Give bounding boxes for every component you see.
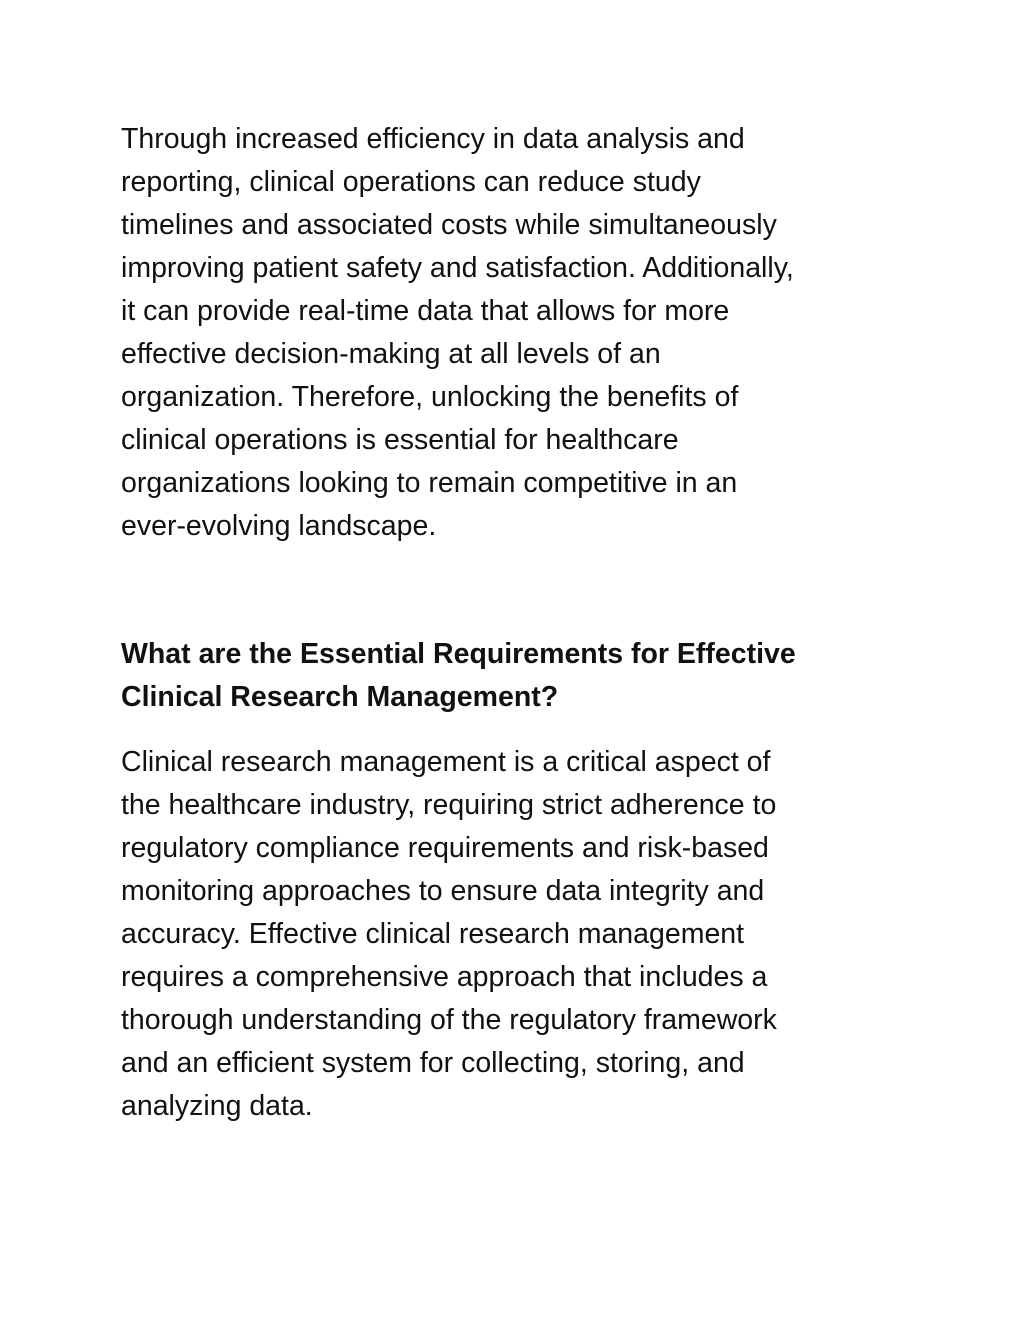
- text-line: the healthcare industry, requiring strict adherence to: [121, 789, 777, 821]
- text-line: Clinical research management is a critical aspect of: [121, 746, 771, 778]
- body-paragraph: [121, 741, 911, 1128]
- heading-line: Clinical Research Management?: [121, 681, 559, 713]
- section-heading: [121, 633, 911, 719]
- text-line: accuracy. Effective clinical research management: [121, 918, 745, 950]
- text-line: monitoring approaches to ensure data integrity and: [121, 875, 765, 907]
- text-line: reporting, clinical operations can reduce study: [121, 166, 701, 198]
- text-line: analyzing data.: [121, 1090, 313, 1122]
- document-page: [121, 118, 911, 1128]
- text-line: Through increased efficiency in data analysis and: [121, 123, 745, 155]
- text-line: it can provide real-time data that allows for more: [121, 295, 730, 327]
- text-line: regulatory compliance requirements and risk-based: [121, 832, 769, 864]
- text-line: requires a comprehensive approach that includes a: [121, 961, 768, 993]
- text-line: effective decision-making at all levels of an: [121, 338, 661, 370]
- text-line: and an efficient system for collecting, storing, and: [121, 1047, 745, 1079]
- text-line: organization. Therefore, unlocking the benefits of: [121, 381, 739, 413]
- text-line: thorough understanding of the regulatory framework: [121, 1004, 777, 1036]
- text-line: organizations looking to remain competitive in an: [121, 467, 738, 499]
- text-line: improving patient safety and satisfaction. Additionally,: [121, 252, 794, 284]
- text-line: ever-evolving landscape.: [121, 510, 437, 542]
- text-line: clinical operations is essential for healthcare: [121, 424, 679, 456]
- heading-line: What are the Essential Requirements for Effective: [121, 638, 796, 670]
- text-line: timelines and associated costs while simultaneously: [121, 209, 777, 241]
- body-paragraph: [121, 118, 911, 548]
